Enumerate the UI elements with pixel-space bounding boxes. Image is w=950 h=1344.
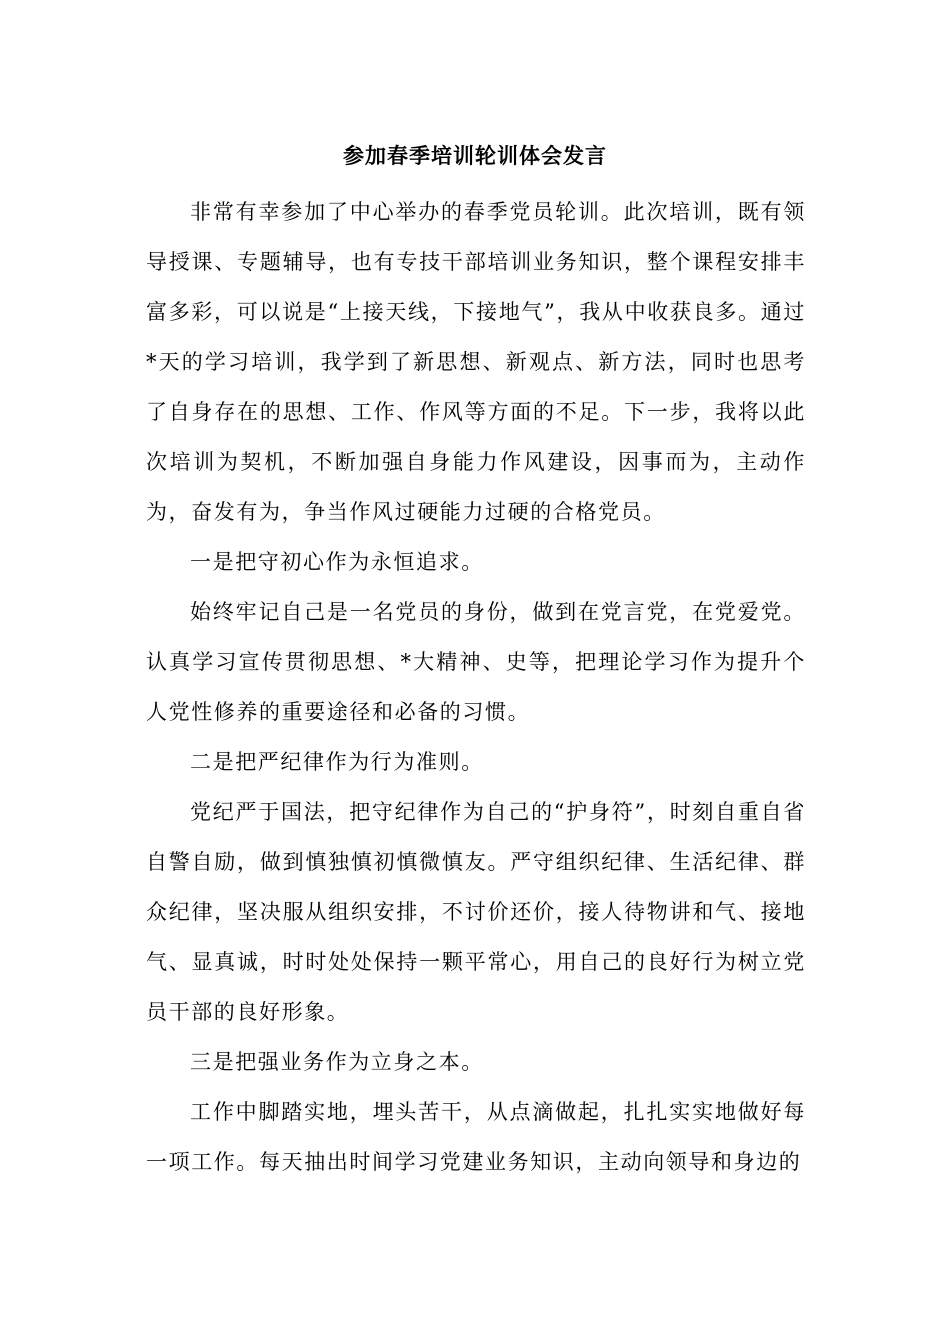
paragraph-point-one: 始终牢记自己是一名党员的身份，做到在党言党，在党爱党。认真学习宣传贯彻思想、*大精神、史等，把理论学习作为提升个人党性修养的重要途径和必备的习惯。: [146, 600, 806, 724]
paragraph-point-three: 工作中脚踏实地，埋头苦干，从点滴做起，扎扎实实地做好每一项工作。每天抽出时间学习党建业务知识，主动向领导和身边的: [146, 1100, 806, 1174]
paragraph-point-two: 党纪严于国法，把守纪律作为自己的“护身符”，时刻自重自省自警自励，做到慎独慎初慎微慎友。严守组织纪律、生活纪律、群众纪律，坚决服从组织安排，不讨价还价，接人待物讲和气、接地气、显真诚，时时处处保持一颗平常心，用自己的良好行为树立党员干部的良好形象。: [146, 800, 806, 1024]
paragraph-intro: 非常有幸参加了中心举办的春季党员轮训。此次培训，既有领导授课、专题辅导，也有专技干部培训业务知识，整个课程安排丰富多彩，可以说是“上接天线，下接地气”，我从中收获良多。通过*天的学习培训，我学到了新思想、新观点、新方法，同时也思考了自身存在的思想、工作、作风等方面的不足。下一步，我将以此次培训为契机，不断加强自身能力作风建设，因事而为，主动作为，奋发有为，争当作风过硬能力过硬的合格党员。: [146, 200, 806, 524]
document-title: 参加春季培训轮训体会发言: [343, 143, 607, 168]
heading-point-three: 三是把强业务作为立身之本。: [190, 1050, 484, 1074]
document-body: [146, 187, 806, 1187]
heading-point-one: 一是把守初心作为永恒追求。: [190, 550, 484, 574]
heading-point-two: 二是把严纪律作为行为准则。: [190, 750, 484, 774]
